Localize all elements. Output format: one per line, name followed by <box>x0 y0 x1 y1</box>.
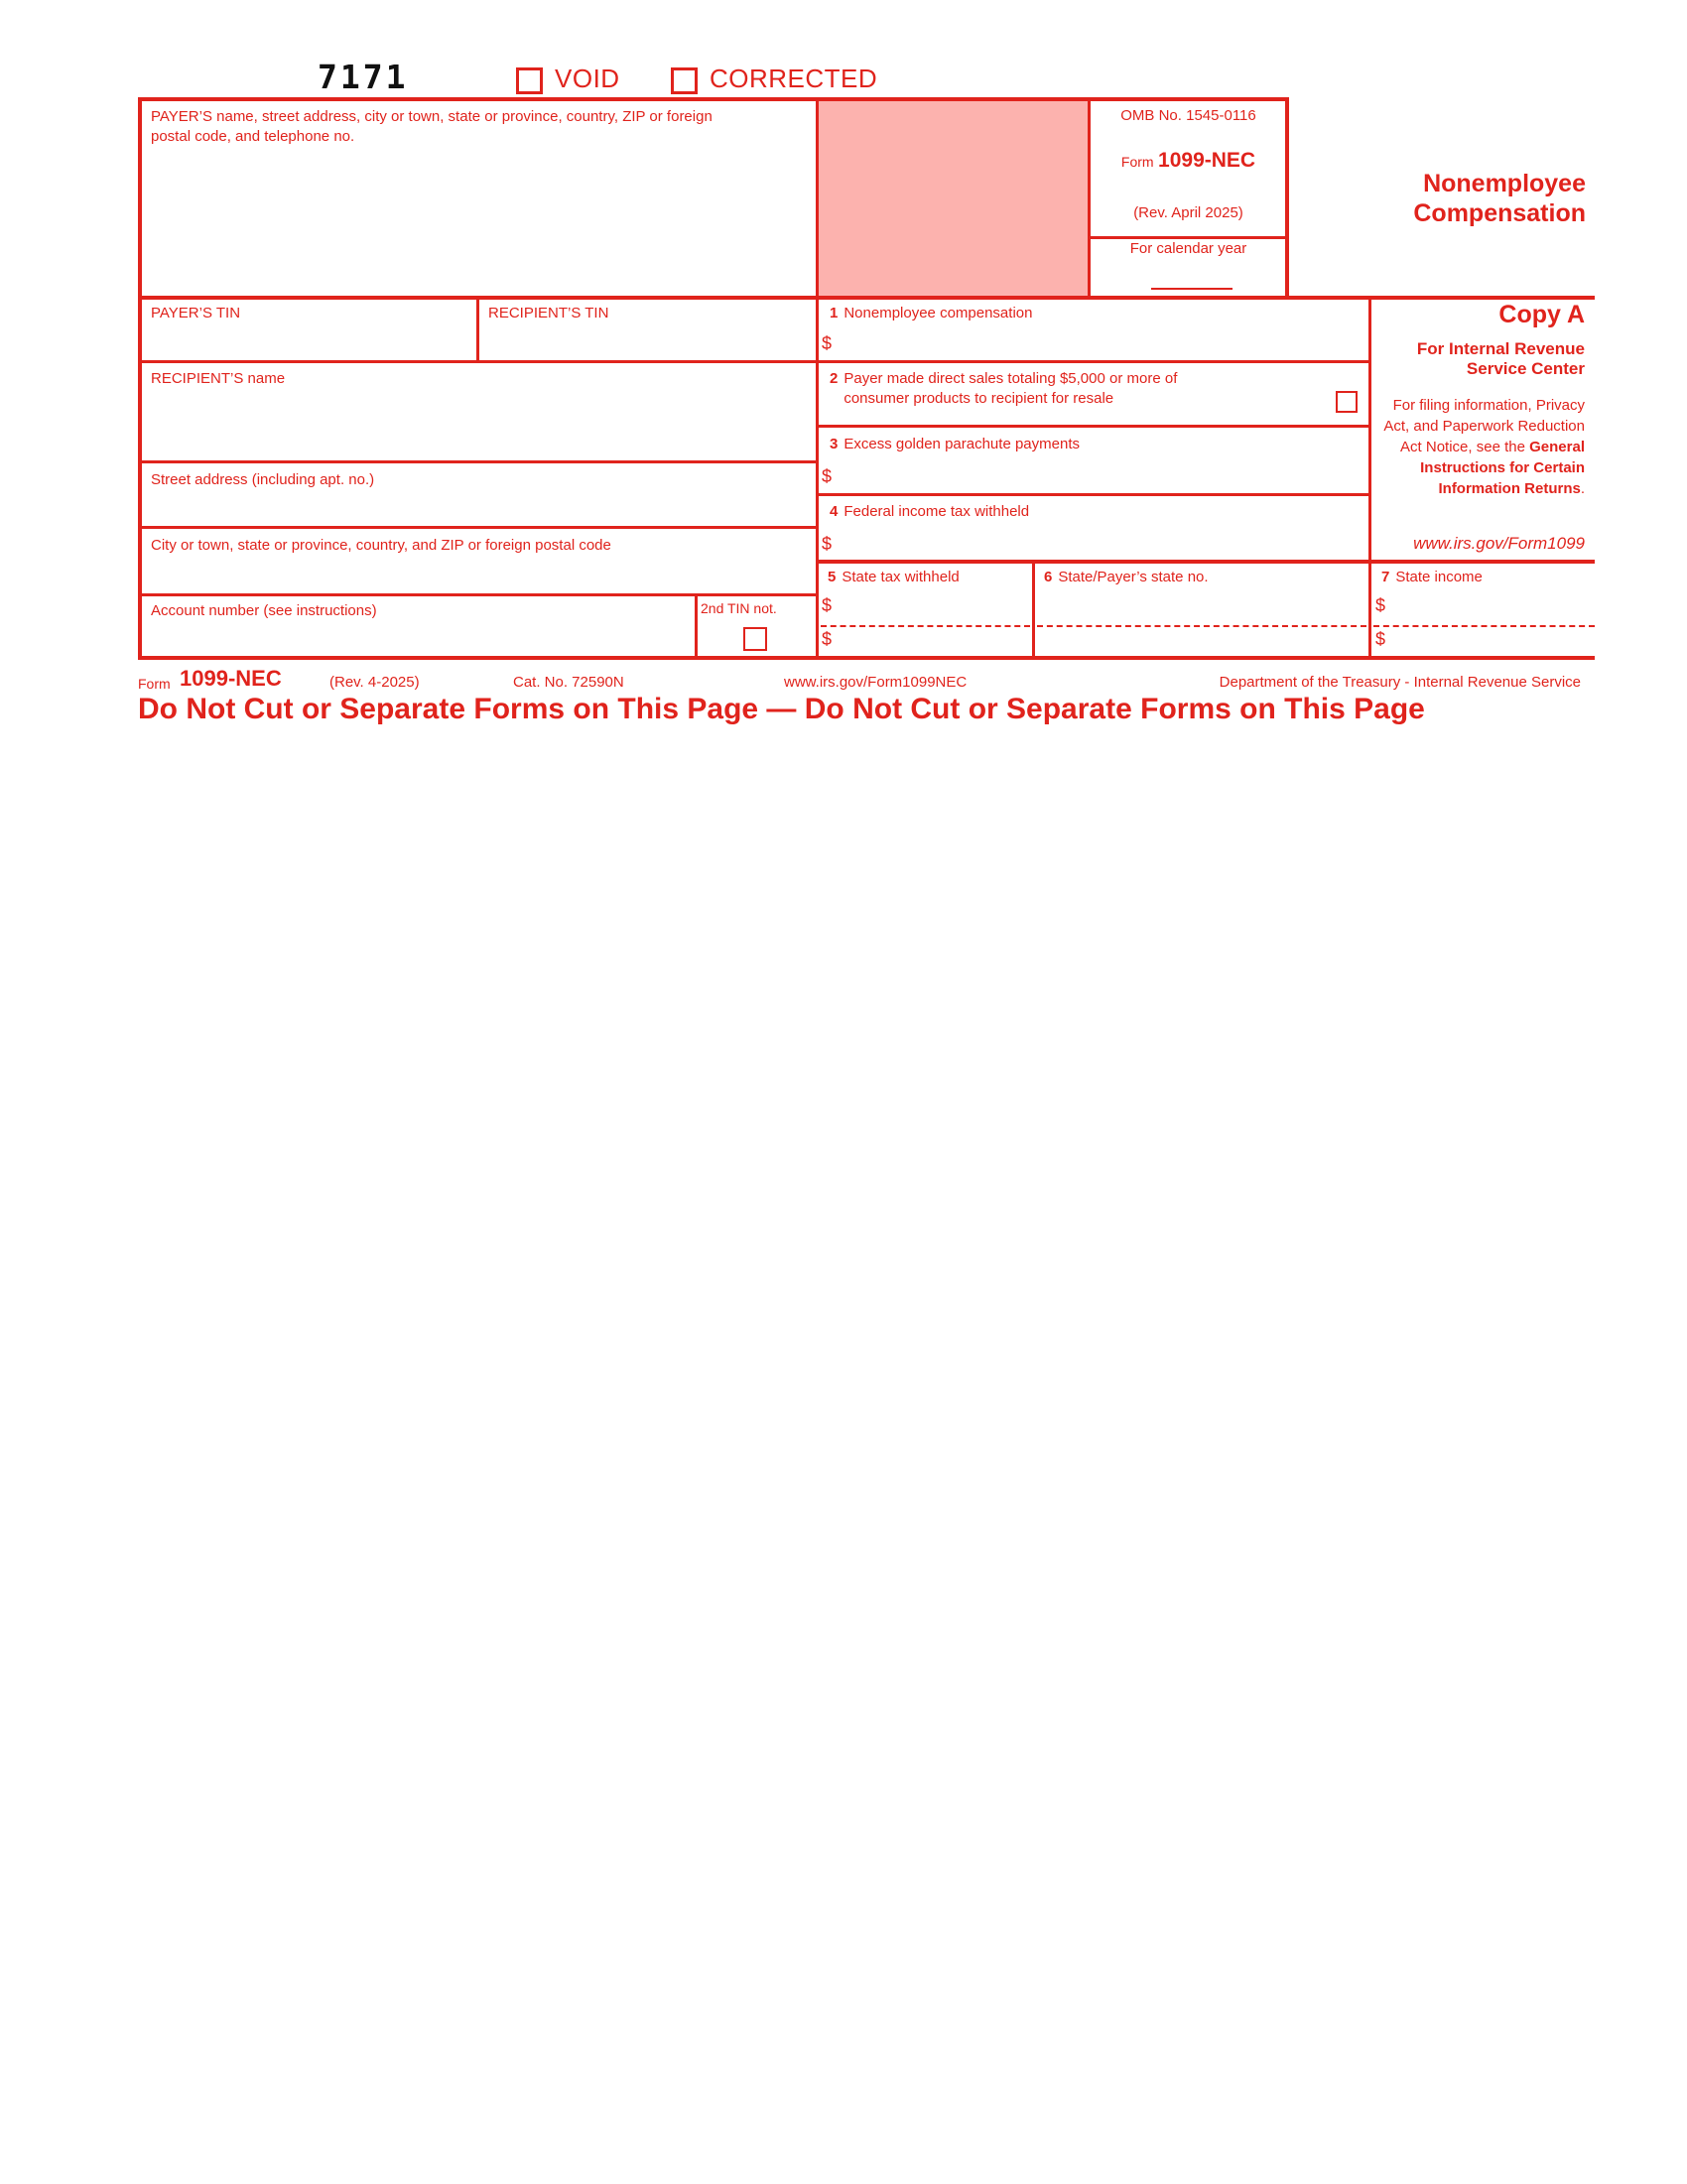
recipient-tin-field[interactable] <box>482 327 810 357</box>
omb-number: OMB No. 1545-0116 <box>1120 107 1256 124</box>
box5-dollar-bottom: $ <box>822 629 833 649</box>
footer-form-word: Form <box>138 676 171 692</box>
box4-label-row <box>830 502 1029 522</box>
second-tin-checkbox[interactable] <box>743 627 767 651</box>
box1-number: 1 <box>830 305 839 321</box>
void-label: VOID <box>555 64 620 93</box>
row-line-6 <box>138 526 816 529</box>
column-divider-main <box>816 97 819 660</box>
copy-a-left-border <box>1368 296 1371 660</box>
payer-info-label: PAYER’S name, street address, city or town, state or province, country, ZIP or foreign postal code, and telephone no. <box>151 108 713 146</box>
box6-label: State/Payer’s state no. <box>1058 569 1209 585</box>
copy-a-body <box>1372 395 1585 499</box>
box1-amount-field[interactable] <box>844 331 1360 357</box>
box3-label: Excess golden parachute payments <box>844 436 1080 452</box>
box5-number: 5 <box>828 569 837 585</box>
box1-dollar-sign: $ <box>822 333 833 353</box>
box4-amount-field[interactable] <box>844 532 1360 558</box>
recipient-name-label: RECIPIENT’S name <box>151 370 286 387</box>
box7-label: State income <box>1395 569 1483 585</box>
copy-a-body-normal: For filing information, Privacy Act, and Paperwork Reduction Act Notice, see the <box>1383 397 1585 455</box>
corrected-label: CORRECTED <box>710 64 878 93</box>
second-tin-divider <box>695 593 698 660</box>
calendar-year-field[interactable] <box>1146 260 1237 288</box>
box7-label-row <box>1381 568 1483 587</box>
street-address-label: Street address (including apt. no.) <box>151 471 375 488</box>
box5-dashed-line <box>821 625 1030 627</box>
box2-label-row <box>830 369 1286 408</box>
form-title-line2: Compensation <box>1413 199 1586 227</box>
account-number-label: Account number (see instructions) <box>151 602 377 619</box>
box1-label-row <box>830 304 1032 323</box>
city-label: City or town, state or province, country, and ZIP or foreign postal code <box>151 537 611 554</box>
state-box-divider <box>1032 560 1035 660</box>
border-top <box>138 97 1289 101</box>
form-title-line1: Nonemployee <box>1423 170 1586 197</box>
copy-a-body-bold: General Instructions for Certain Information Returns <box>1420 439 1585 497</box>
form-print-code: 7171 <box>318 58 409 96</box>
box3-label-row <box>830 435 1080 454</box>
row-line-1 <box>138 296 1595 300</box>
footer-department: Department of the Treasury - Internal Revenue Service <box>1219 674 1581 691</box>
box7-dollar-bottom: $ <box>1375 629 1386 649</box>
box4-dollar-sign: $ <box>822 534 833 554</box>
account-number-field[interactable] <box>144 625 688 655</box>
box3-dollar-sign: $ <box>822 466 833 486</box>
city-field[interactable] <box>144 560 811 589</box>
box7-dashed-line <box>1373 625 1595 627</box>
copy-a-subtitle: For Internal Revenue Service Center <box>1416 339 1585 378</box>
box1-label: Nonemployee compensation <box>844 305 1033 321</box>
copy-a-title: Copy A <box>1498 301 1585 328</box>
omb-divider-line <box>1090 236 1285 239</box>
box7-amount-bottom-field[interactable] <box>1397 629 1591 655</box>
corrected-checkbox[interactable] <box>671 67 698 94</box>
box5-label-row <box>828 568 960 587</box>
form-number: 1099-NEC <box>1158 149 1256 172</box>
pink-omb-divider <box>1088 97 1091 299</box>
row-line-4 <box>138 460 816 463</box>
do-not-cut-banner: Do Not Cut or Separate Forms on This Page — Do Not Cut or Separate Forms on This Page <box>138 693 1425 725</box>
box7-number: 7 <box>1381 569 1390 585</box>
recipient-tin-label: RECIPIENT’S TIN <box>488 305 609 321</box>
box3-number: 3 <box>830 436 839 452</box>
box7-dollar-top: $ <box>1375 595 1386 615</box>
box2-number: 2 <box>830 370 839 387</box>
revision-label: (Rev. April 2025) <box>1133 204 1243 221</box>
recipient-name-field[interactable] <box>144 393 811 456</box>
calendar-year-label: For calendar year <box>1129 240 1247 257</box>
footer-url: www.irs.gov/Form1099NEC <box>784 674 968 691</box>
box7-amount-top-field[interactable] <box>1397 593 1591 621</box>
copy-a-url: www.irs.gov/Form1099 <box>1413 534 1585 553</box>
calendar-year-underline <box>1151 288 1233 290</box>
direct-sales-checkbox[interactable] <box>1336 391 1358 413</box>
copy-a-body-period: . <box>1580 480 1585 497</box>
shaded-box <box>819 101 1088 296</box>
box4-label: Federal income tax withheld <box>844 503 1030 520</box>
omb-right-border <box>1285 97 1289 299</box>
box5-label: State tax withheld <box>842 569 960 585</box>
row-line-8 <box>138 593 816 596</box>
box5-amount-top-field[interactable] <box>844 593 1027 621</box>
form-word: Form <box>1120 154 1154 170</box>
row-line-2 <box>138 360 1368 363</box>
box5-amount-bottom-field[interactable] <box>844 629 1027 655</box>
form-title <box>1367 169 1586 228</box>
box2-label: Payer made direct sales totaling $5,000 or more of consumer products to recipient for resale <box>844 370 1178 407</box>
void-checkbox[interactable] <box>516 67 543 94</box>
second-tin-label: 2nd TIN not. <box>701 600 777 616</box>
box4-number: 4 <box>830 503 839 520</box>
box6-number: 6 <box>1044 569 1053 585</box>
box3-amount-field[interactable] <box>844 464 1360 490</box>
payer-tin-label: PAYER’S TIN <box>151 305 241 321</box>
box6-field[interactable] <box>1040 591 1363 653</box>
tin-divider <box>476 296 479 363</box>
payer-info-field[interactable] <box>144 149 811 292</box>
footer-form-number: 1099-NEC <box>180 666 282 691</box>
street-address-field[interactable] <box>144 494 811 524</box>
row-line-7 <box>816 560 1595 564</box>
footer-revision: (Rev. 4-2025) <box>329 674 420 691</box>
form-number-block <box>1092 149 1285 173</box>
box5-dollar-top: $ <box>822 595 833 615</box>
box6-label-row <box>1044 568 1209 587</box>
footer-cat-no: Cat. No. 72590N <box>513 674 624 691</box>
row-line-5 <box>816 493 1368 496</box>
border-bottom <box>138 656 1595 660</box>
row-line-3 <box>816 425 1368 428</box>
border-left <box>138 97 142 660</box>
payer-tin-field[interactable] <box>144 327 471 357</box>
